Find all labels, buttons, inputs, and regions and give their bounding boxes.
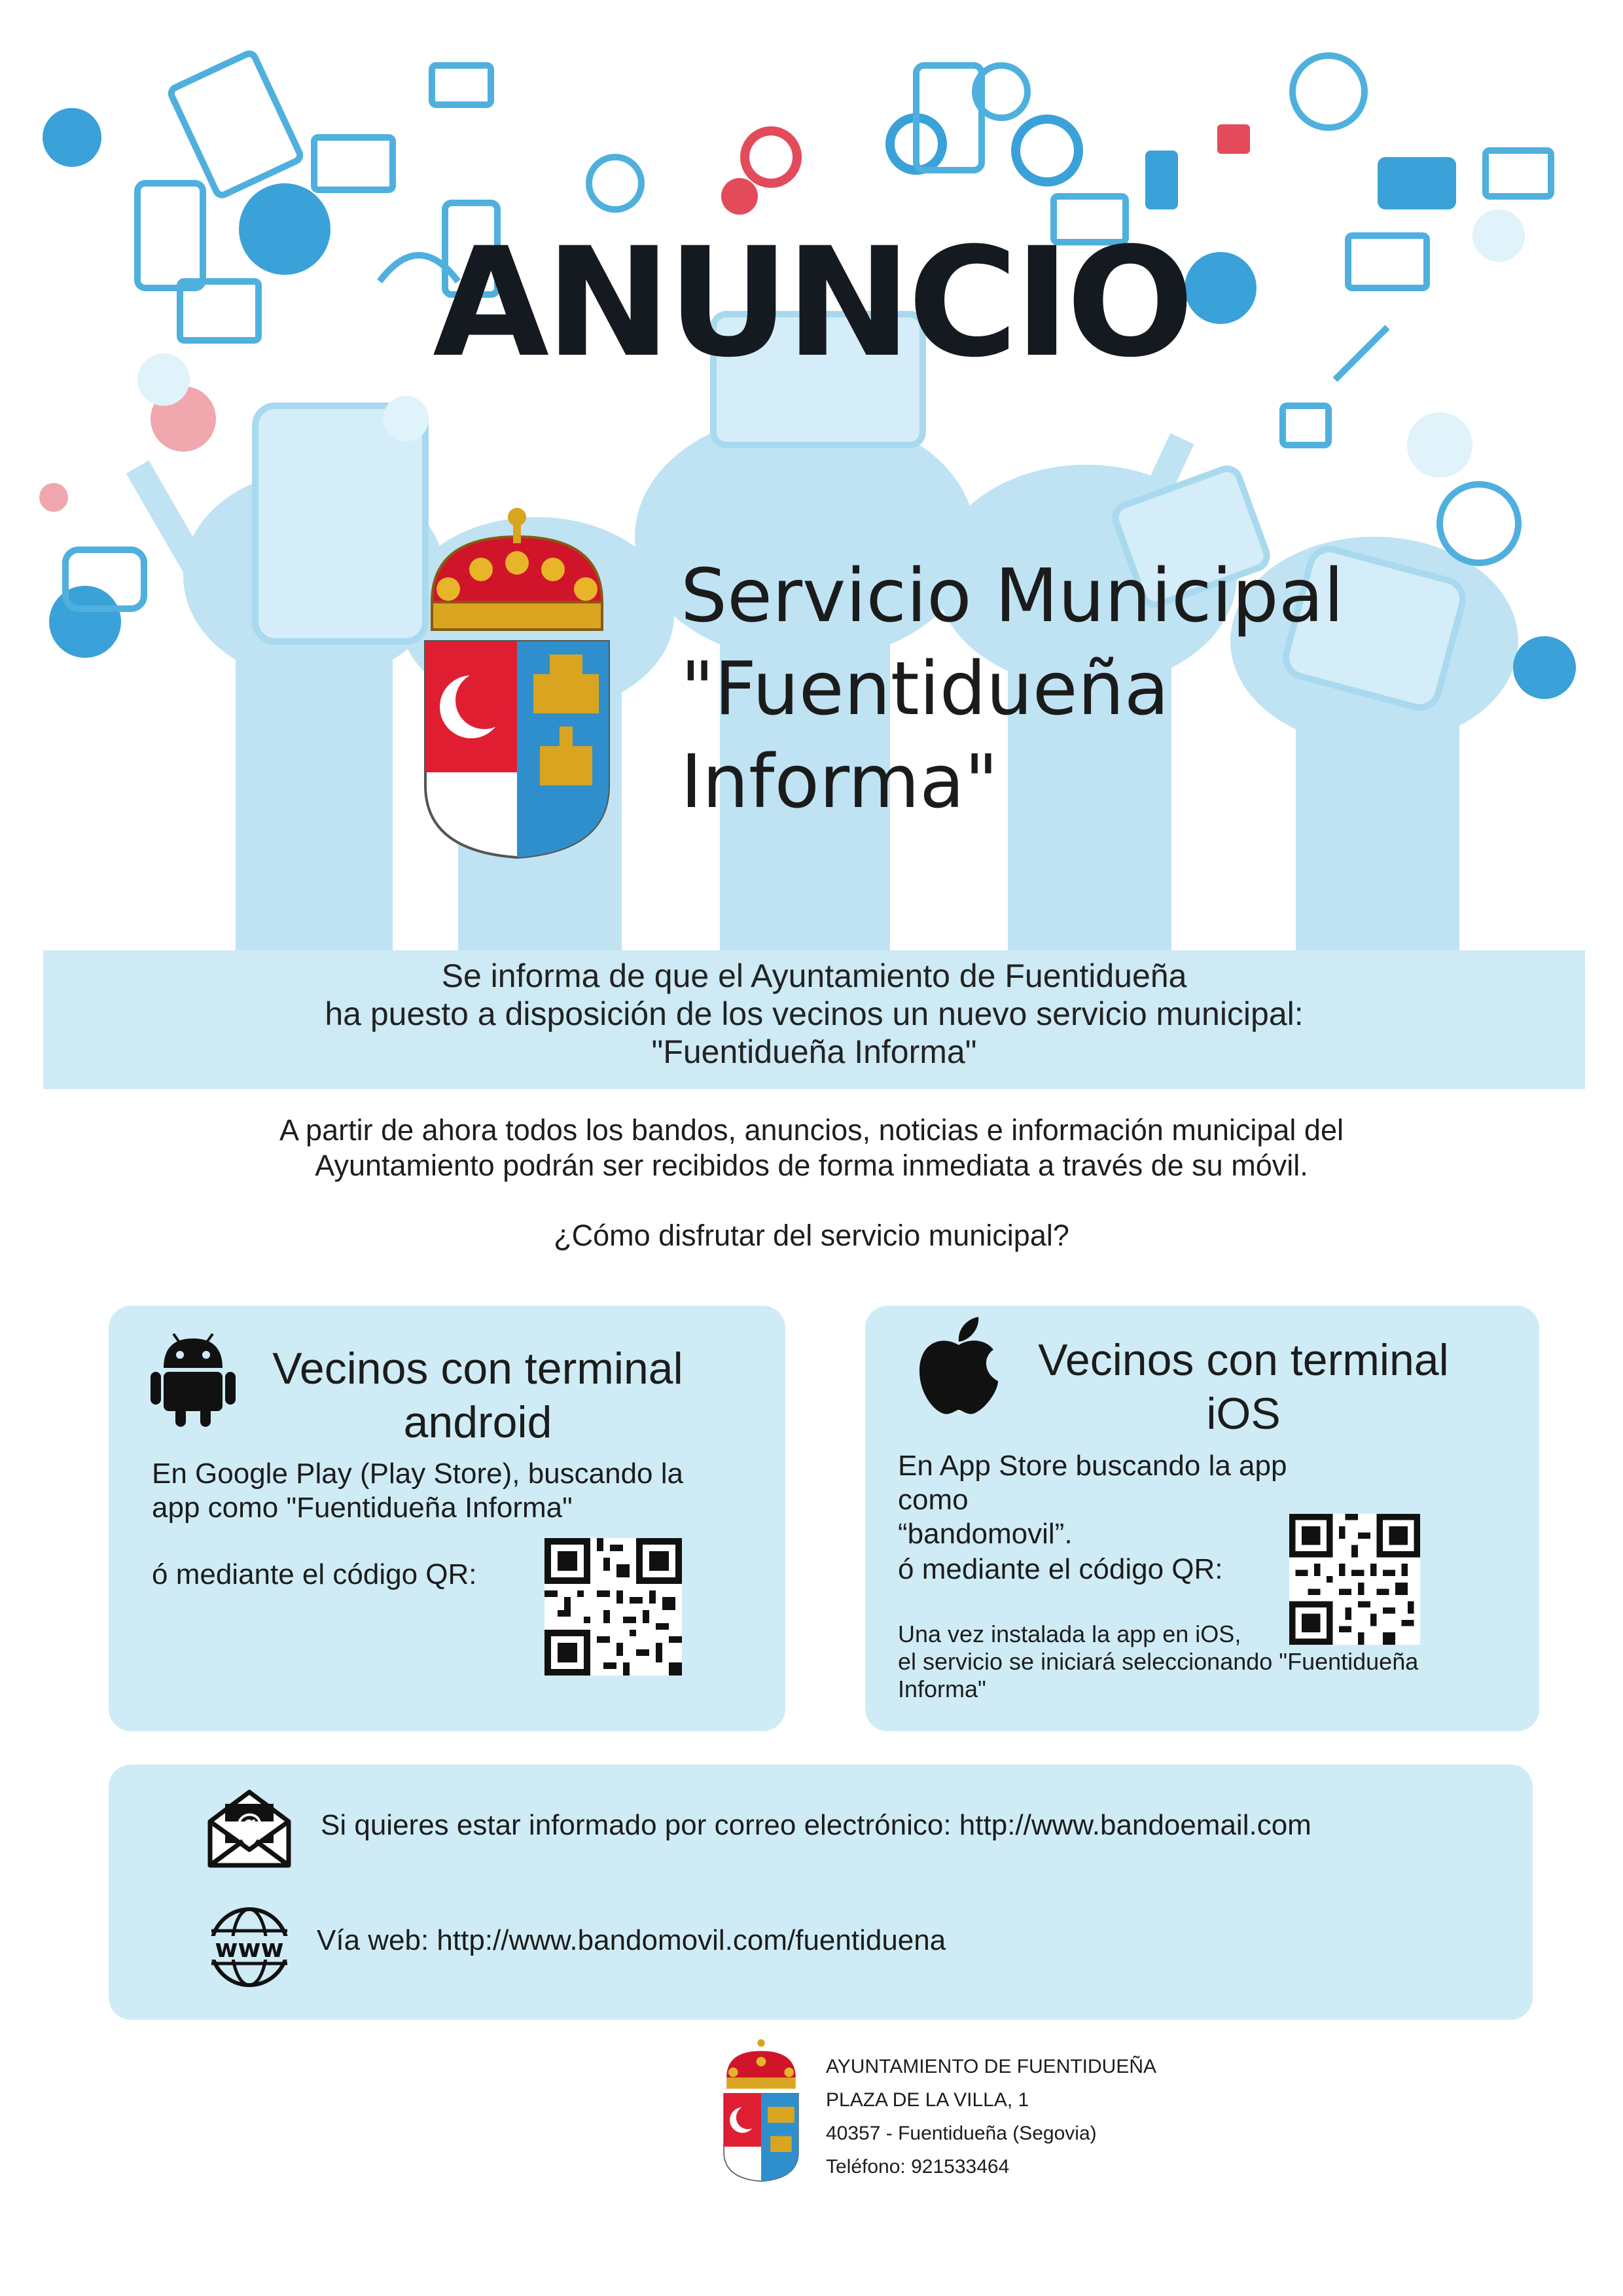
- footer-line2: PLAZA DE LA VILLA, 1: [826, 2089, 1029, 2111]
- android-card-title: [242, 1342, 713, 1449]
- municipal-crest: [412, 497, 622, 864]
- ios-card-text: [898, 1449, 1356, 1551]
- ios-title-line1: Vecinos con terminal: [1038, 1335, 1449, 1385]
- android-title-line2: android: [403, 1397, 552, 1447]
- service-title-line1: Servicio Municipal: [681, 554, 1344, 639]
- page-title: ANUNCIO: [433, 216, 1190, 391]
- intro-line3: "Fuentidueña Informa": [651, 1033, 977, 1070]
- crown-icon: [432, 508, 602, 630]
- paragraph-line1: A partir de ahora todos los bandos, anuncios, noticias e información municipal del: [279, 1113, 1344, 1147]
- ios-text-line2: “bandomovil”.: [898, 1518, 1073, 1550]
- footer-address: [826, 2050, 1156, 2183]
- footer-line3: 40357 - Fuentidueña (Segovia): [826, 2123, 1097, 2144]
- globe-icon: [200, 1905, 298, 1990]
- ios-note-line3: Informa": [898, 1676, 986, 1702]
- android-text-line1: En Google Play (Play Store), buscando la: [152, 1458, 684, 1490]
- service-title-line2: "Fuentidueña: [681, 647, 1169, 732]
- ios-note-line2: el servicio se iniciará seleccionando "Fuentidueña: [898, 1648, 1419, 1675]
- ios-card-title: [1008, 1333, 1479, 1441]
- info-paragraph: [131, 1113, 1492, 1183]
- intro-line2: ha puesto a disposición de los vecinos un nuevo servicio municipal:: [325, 996, 1304, 1032]
- apple-icon: [916, 1316, 1001, 1417]
- service-title: [681, 550, 1344, 829]
- ios-text-line1: En App Store buscando la app como: [898, 1450, 1287, 1516]
- ios-note-line1: Una vez instalada la app en iOS,: [898, 1621, 1241, 1647]
- service-title-line3: Informa": [681, 740, 999, 825]
- android-card-text: [152, 1457, 774, 1525]
- android-qr-label: ó mediante el código QR:: [152, 1558, 477, 1590]
- how-to-question: ¿Cómo disfrutar del servicio municipal?: [554, 1219, 1069, 1252]
- ios-note: [898, 1621, 1513, 1703]
- intro-line1: Se informa de que el Ayuntamiento de Fuentidueña: [441, 958, 1187, 994]
- www-label: www: [215, 1934, 284, 1963]
- android-qr-code[interactable]: [544, 1538, 682, 1676]
- android-title-line1: Vecinos con terminal: [272, 1344, 683, 1393]
- footer-line4: Teléfono: 921533464: [826, 2156, 1010, 2178]
- email-contact-text: Si quieres estar informado por correo electrónico: http://www.bandoemail.com: [321, 1809, 1311, 1841]
- footer-crest: [719, 2034, 804, 2185]
- footer-line1: AYUNTAMIENTO DE FUENTIDUEÑA: [826, 2056, 1157, 2077]
- android-icon: [151, 1329, 236, 1427]
- web-contact-text: Vía web: http://www.bandomovil.com/fuentiduena: [317, 1924, 946, 1956]
- intro-text: [43, 957, 1585, 1071]
- email-icon: [207, 1785, 292, 1871]
- ios-qr-label: ó mediante el código QR:: [898, 1553, 1223, 1585]
- paragraph-line2: Ayuntamiento podrán ser recibidos de forma inmediata a través de su móvil.: [315, 1149, 1308, 1182]
- android-text-line2: app como "Fuentidueña Informa": [152, 1492, 573, 1524]
- ios-title-line2: iOS: [1206, 1389, 1281, 1439]
- contact-card: [109, 1765, 1533, 2020]
